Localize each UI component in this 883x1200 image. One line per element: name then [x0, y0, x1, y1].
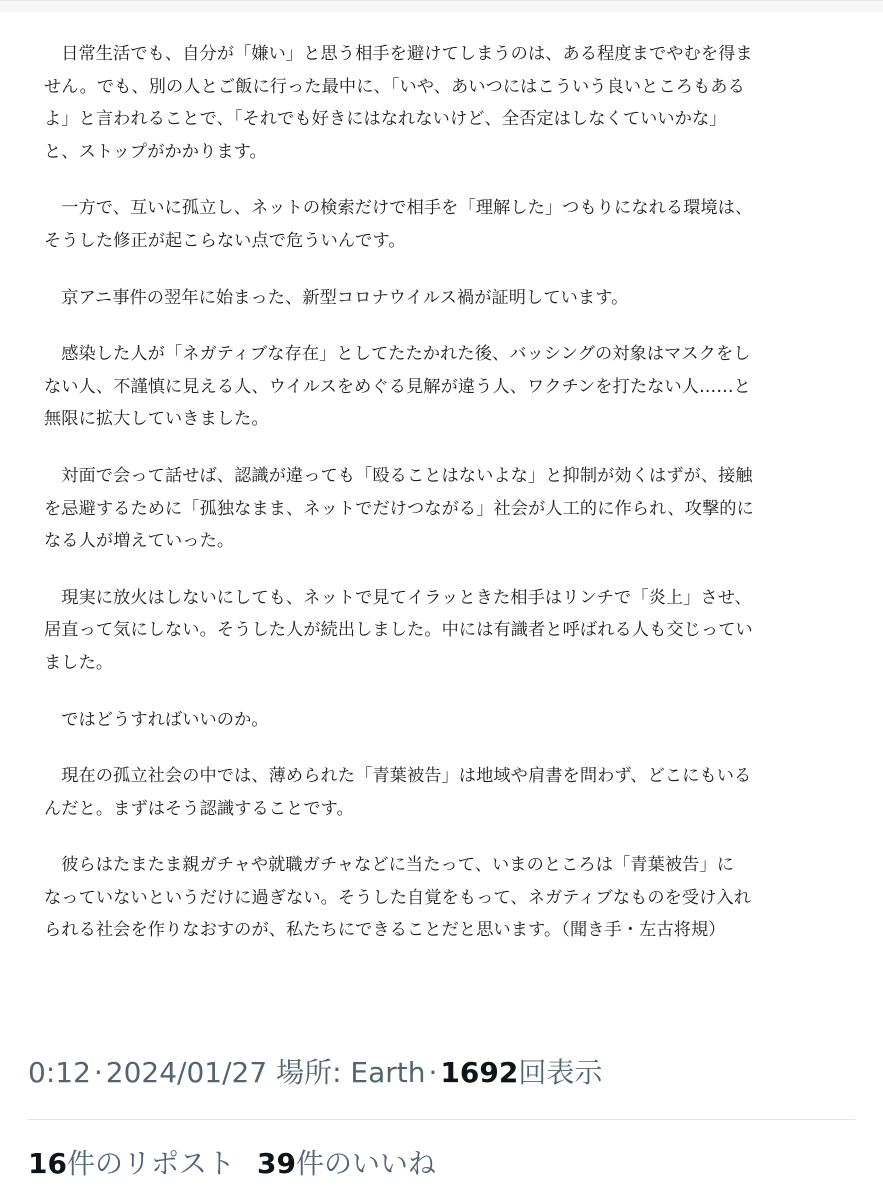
article-line: 京アニ事件の翌年に始まった、新型コロナウイルス禍が証明しています。 [61, 287, 629, 308]
likes-label: 件のいいね [295, 1147, 436, 1180]
article-line: を忌避するために「孤独なまま、ネットでだけつながる」社会が人工的に作られ、攻撃的に [44, 498, 754, 519]
divider [28, 1119, 855, 1120]
reposts-link[interactable] [28, 1143, 235, 1185]
article-paragraph [44, 704, 844, 737]
article-image-text[interactable] [44, 38, 844, 947]
article-line: よ」と言われることで、「それでも好きにはなれないけど、全否定はしなくていいかな」 [44, 109, 727, 130]
article-line: 居直って気にしない。そうした人が続出しました。中には有識者と呼ばれる人も交じってい [44, 620, 753, 641]
post-time-link[interactable] [28, 1056, 267, 1089]
article-line: せん。でも、別の人とご飯に行った最中に、「いや、あいつにはこういう良いところもある [44, 76, 745, 97]
views-analytics[interactable] [440, 1056, 602, 1089]
post-date: 2024/01/27 [105, 1056, 268, 1089]
article-line: られる社会を作りなおすのが、私たちにできることだと思います。（聞き手・左古将規） [44, 920, 726, 941]
post-time: 0:12 [28, 1056, 91, 1089]
reposts-label: 件のリポスト [66, 1147, 235, 1180]
article-line: なる人が増えていった。 [44, 531, 235, 552]
article-line: 現実に放火はしないにしても、ネットで見てイラッときた相手はリンチで「炎上」させ、 [61, 587, 752, 608]
article-line: 対面で会って話せば、認識が違っても「殴ることはないよな」と抑制が効くはずが、接触 [61, 465, 753, 486]
article-paragraph [44, 460, 844, 558]
article-paragraph [44, 282, 844, 315]
article-paragraph [44, 849, 844, 947]
post-meta [28, 1052, 602, 1094]
meta-separator: · [93, 1056, 103, 1089]
article-line: なっていないというだけに過ぎない。そうした自覚をもって、ネガティブなものを受け入れ [44, 887, 752, 908]
article-line: そうした修正が起こらない点で危ういんです。 [44, 230, 406, 251]
previous-content-edge [0, 0, 883, 12]
views-count: 1692 [440, 1056, 519, 1089]
article-line: んだと。まずはそう認識することです。 [44, 798, 354, 819]
article-paragraph [44, 38, 844, 168]
article-paragraph [44, 582, 844, 680]
article-line: ました。 [44, 652, 114, 673]
reposts-count: 16 [28, 1147, 67, 1180]
views-label: 回表示 [518, 1056, 603, 1089]
article-line: 彼らはたまたま親ガチャや就職ガチャなどに当たって、いまのところは「青葉被告」に [61, 855, 735, 876]
article-paragraph [44, 760, 844, 825]
article-line: ない人、不謹慎に見える人、ウイルスをめぐる見解が違う人、ワクチンを打たない人……と [44, 376, 751, 397]
article-line: ではどうすればいいのか。 [61, 709, 269, 730]
post-location: 場所: Earth [276, 1056, 426, 1089]
article-line: 日常生活でも、自分が「嫌い」と思う相手を避けてしまうのは、ある程度までやむを得ま [61, 44, 753, 64]
likes-count: 39 [256, 1147, 296, 1180]
article-paragraph [44, 192, 844, 257]
article-line: と、ストップがかかります。 [44, 141, 267, 162]
article-paragraph [44, 338, 844, 436]
engagement-stats [28, 1143, 436, 1185]
article-line: 無限に拡大していきました。 [44, 409, 269, 430]
article-line: 現在の孤立社会の中では、薄められた「青葉被告」は地域や肩書を問わず、どこにもいる [61, 766, 752, 787]
likes-link[interactable] [257, 1143, 436, 1185]
meta-separator: · [428, 1056, 438, 1089]
article-line: 一方で、互いに孤立し、ネットの検索だけで相手を「理解した」つもりになれる環境は、 [61, 198, 753, 219]
article-line: 感染した人が「ネガティブな存在」としてたたかれた後、バッシングの対象はマスクをし [61, 344, 751, 365]
